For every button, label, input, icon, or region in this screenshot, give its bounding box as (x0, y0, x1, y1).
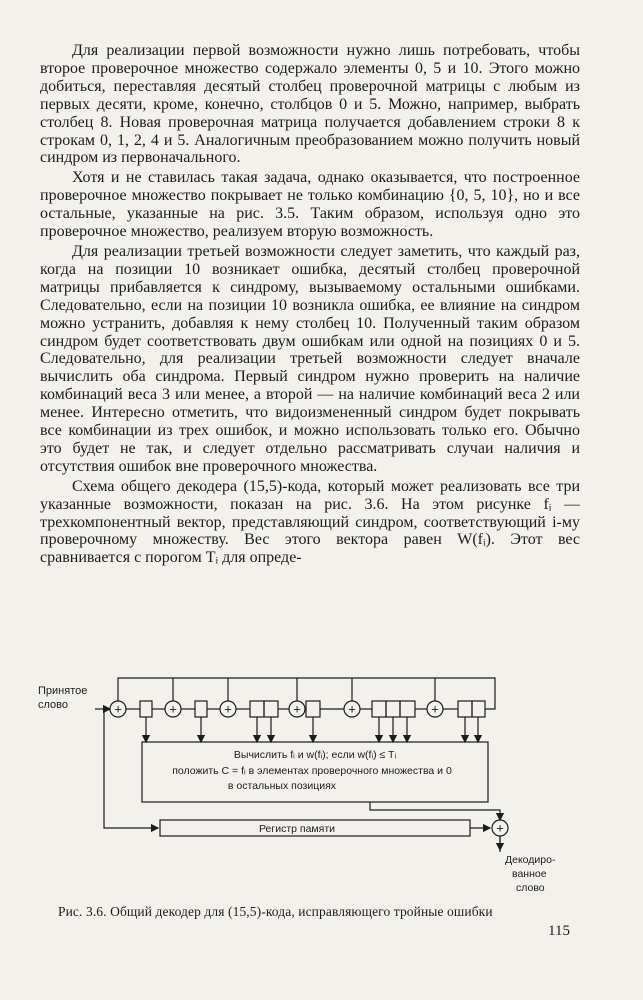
adder-symbol: + (114, 701, 122, 717)
adder-symbol: + (293, 701, 301, 717)
adder-symbol: + (348, 701, 356, 717)
compute-box-line: Вычислить fᵢ и w(fᵢ); если w(fᵢ) ≤ Tᵢ (233, 749, 397, 761)
figure-caption: Рис. 3.6. Общий декодер для (15,5)-кода, исправляющего тройные ошибки (58, 904, 493, 919)
register-label: Регистр памяти (259, 823, 335, 835)
output-label-line: ванное (512, 868, 547, 880)
output-label-line: слово (516, 882, 545, 894)
main-text (40, 42, 580, 567)
adder-symbol: + (431, 701, 439, 717)
compute-box-line: в остальных позициях (227, 780, 337, 792)
adder-symbol: + (169, 701, 177, 717)
adder-symbol: + (224, 701, 232, 717)
paragraph: Схема общего декодера (15,5)-кода, который может реализовать все три указанные возможности, показан на рис. 3.6. На этом рисунке fᵢ — трехкомпонентный вектор, представляющий синдром, соответствующий i-му проверочному множеству. Вес этого вектора равен W(fᵢ). Этот вес сравнивается с порогом Tᵢ для опреде- (40, 477, 580, 567)
input-label-line: Принятое (38, 685, 88, 697)
adder-symbol: + (496, 820, 504, 836)
paragraph: Для реализации третьей возможности следует заметить, что каждый раз, когда на позиции 10 возникает ошибка, десятый столбец проверочной матрицы прибавляется к синдрому, вызываемому остальными ошибками. Следовательно, если на позиции 10 возникла ошибка, ее влияние на синдром можно устранить, добавляя к нему столбец 10. Полученный таким образом синдром будет соответствовать двум ошибкам или одной на позициях 0 и 5. Следовательно, для реализации третьей возможности следует вначале вычислить оба синдрома. Первый синдром нужно проверить на наличие комбинаций веса 3 или менее, а второй — на наличие комбинаций веса 2 или менее. Интересно отметить, что видоизмененный синдром будет покрывать все комбинации из трех ошибок, и можно использовать только его. Обычно это будет не так, и следует отдельно рассматривать случаи наличия и отсутствия ошибок вне проверочного множества. (40, 242, 580, 475)
output-label-line: Декодиро- (505, 854, 556, 866)
compute-box-line: положить C = fᵢ в элементах проверочного множества и 0 (172, 765, 452, 777)
input-label-line: слово (38, 699, 68, 711)
page-number: 115 (548, 923, 570, 939)
paragraph: Для реализации первой возможности нужно лишь потребовать, чтобы второе проверочное множество содержало элементы 0, 5 и 10. Этого можно добиться, переставляя десятый столбец проверочной матрицы с любым из первых десяти, кроме, конечно, столбцов 0 и 5. Можно, например, выбрать столбец 8. Новая проверочная матрица получается добавлением строки 8 к строкам 0, 1, 2, 4 и 5. Аналогичным преобразованием можно получить новый синдром из первоначального. (40, 42, 580, 167)
paragraph: Хотя и не ставилась такая задача, однако оказывается, что построенное проверочное множество покрывает не только комбинацию {0, 5, 10}, но и все остальные, указанные на рис. 3.5. Таким образом, используя одно это проверочное множество, реализуем вторую возможность. (40, 169, 580, 241)
decoder-diagram (0, 650, 643, 910)
